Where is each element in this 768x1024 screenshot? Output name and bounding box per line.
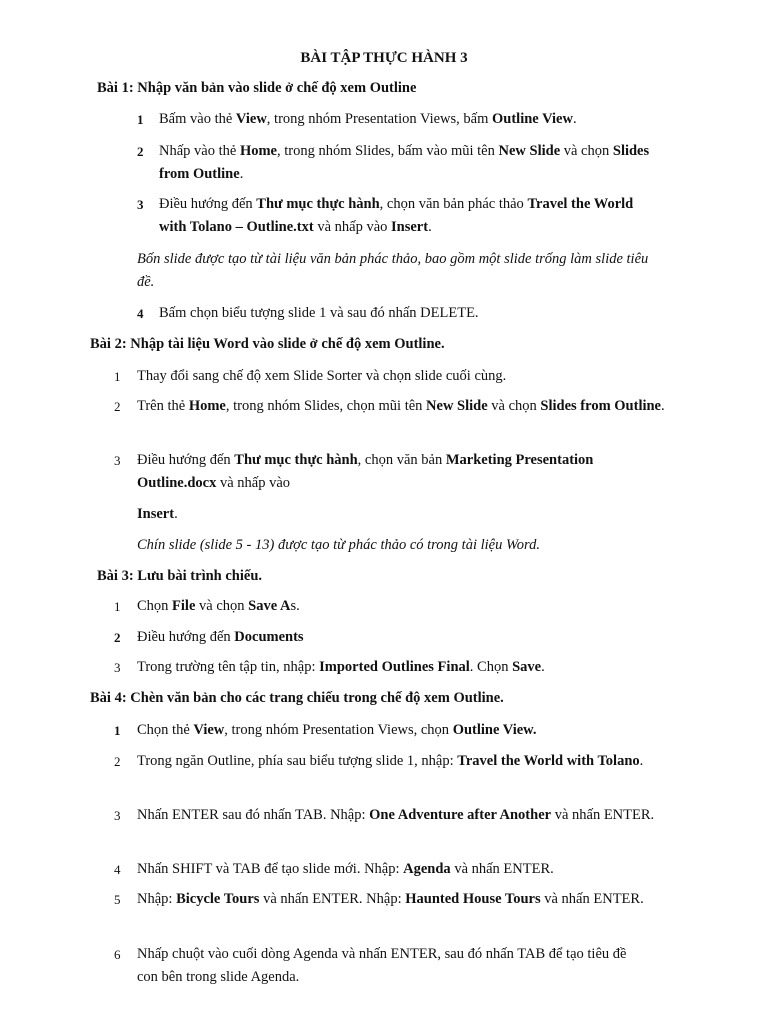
step-number: 1 <box>137 112 144 127</box>
step-text: Bấm vào thẻ View, trong nhóm Presentation Views, bấm Outline View. <box>159 111 577 127</box>
step-text: Bấm chọn biểu tượng slide 1 và sau đó nhấn DELETE. <box>159 305 479 321</box>
step-number: 3 <box>114 808 121 823</box>
step-text: Nhấp chuột vào cuối dòng Agenda và nhấn ENTER, sau đó nhấn TAB để tạo tiêu đề con bên trong slide Agenda. <box>137 946 627 985</box>
exercise-2-note: Chín slide (slide 5 - 13) được tạo từ phác thảo có trong tài liệu Word. <box>137 537 540 553</box>
step-number: 2 <box>114 754 121 769</box>
exercise-2-heading: Bài 2: Nhập tài liệu Word vào slide ở chế độ xem Outline. <box>90 336 445 352</box>
step-text: Nhấn SHIFT và TAB để tạo slide mới. Nhập: Agenda và nhấn ENTER. <box>137 861 554 877</box>
document-title: BÀI TẬP THỰC HÀNH 3 <box>300 50 468 66</box>
step-number: 1 <box>114 369 121 384</box>
step-text: Trong trường tên tập tin, nhập: Imported Outlines Final. Chọn Save. <box>137 659 545 675</box>
step-number: 2 <box>114 630 121 645</box>
step-number: 2 <box>137 144 144 159</box>
exercise-2-insert-line: Insert. <box>137 506 178 522</box>
step-text: Chọn File và chọn Save As. <box>137 598 300 614</box>
step-text: Thay đổi sang chế độ xem Slide Sorter và chọn slide cuối cùng. <box>137 368 507 384</box>
step-number: 3 <box>137 197 144 212</box>
step-number: 5 <box>114 892 121 907</box>
step-text: Nhấp vào thẻ Home, trong nhóm Slides, bấm vào mũi tên New Slide và chọn Slides from Outline. <box>159 143 650 182</box>
step-number: 1 <box>114 723 121 738</box>
step-text: Điều hướng đến Thư mục thực hành, chọn văn bản phác thảo Travel the World with Tolano – Outline.txt và nhấp vào Insert. <box>159 196 634 235</box>
step-text: Trong ngăn Outline, phía sau biểu tượng slide 1, nhập: Travel the World with Tolano. <box>137 753 644 769</box>
step-text: Nhấn ENTER sau đó nhấn TAB. Nhập: One Adventure after Another và nhấn ENTER. <box>137 807 655 823</box>
step-number: 3 <box>114 660 121 675</box>
step-number: 3 <box>114 453 121 468</box>
step-text: Điều hướng đến Documents <box>137 629 304 645</box>
exercise-4-heading: Bài 4: Chèn văn bản cho các trang chiếu trong chế độ xem Outline. <box>90 690 504 706</box>
step-number: 2 <box>114 399 121 414</box>
step-number: 1 <box>114 599 121 614</box>
step-text: Nhập: Bicycle Tours và nhấn ENTER. Nhập: Haunted House Tours và nhấn ENTER. <box>137 891 644 907</box>
exercise-1-heading: Bài 1: Nhập văn bản vào slide ở chế độ xem Outline <box>97 80 417 96</box>
step-text: Điều hướng đến Thư mục thực hành, chọn văn bản Marketing Presentation Outline.docx và nhấp vào <box>137 452 594 491</box>
exercise-1-note: Bốn slide được tạo từ tài liệu văn bản phác thảo, bao gồm một slide trống làm slide tiêu đề. <box>137 251 649 290</box>
exercise-3-heading: Bài 3: Lưu bài trình chiếu. <box>97 568 263 584</box>
step-number: 4 <box>137 306 144 321</box>
step-number: 4 <box>114 862 121 877</box>
step-text: Trên thẻ Home, trong nhóm Slides, chọn mũi tên New Slide và chọn Slides from Outline. <box>137 398 665 414</box>
step-text: Chọn thẻ View, trong nhóm Presentation Views, chọn Outline View. <box>137 722 537 738</box>
step-number: 6 <box>114 947 121 962</box>
